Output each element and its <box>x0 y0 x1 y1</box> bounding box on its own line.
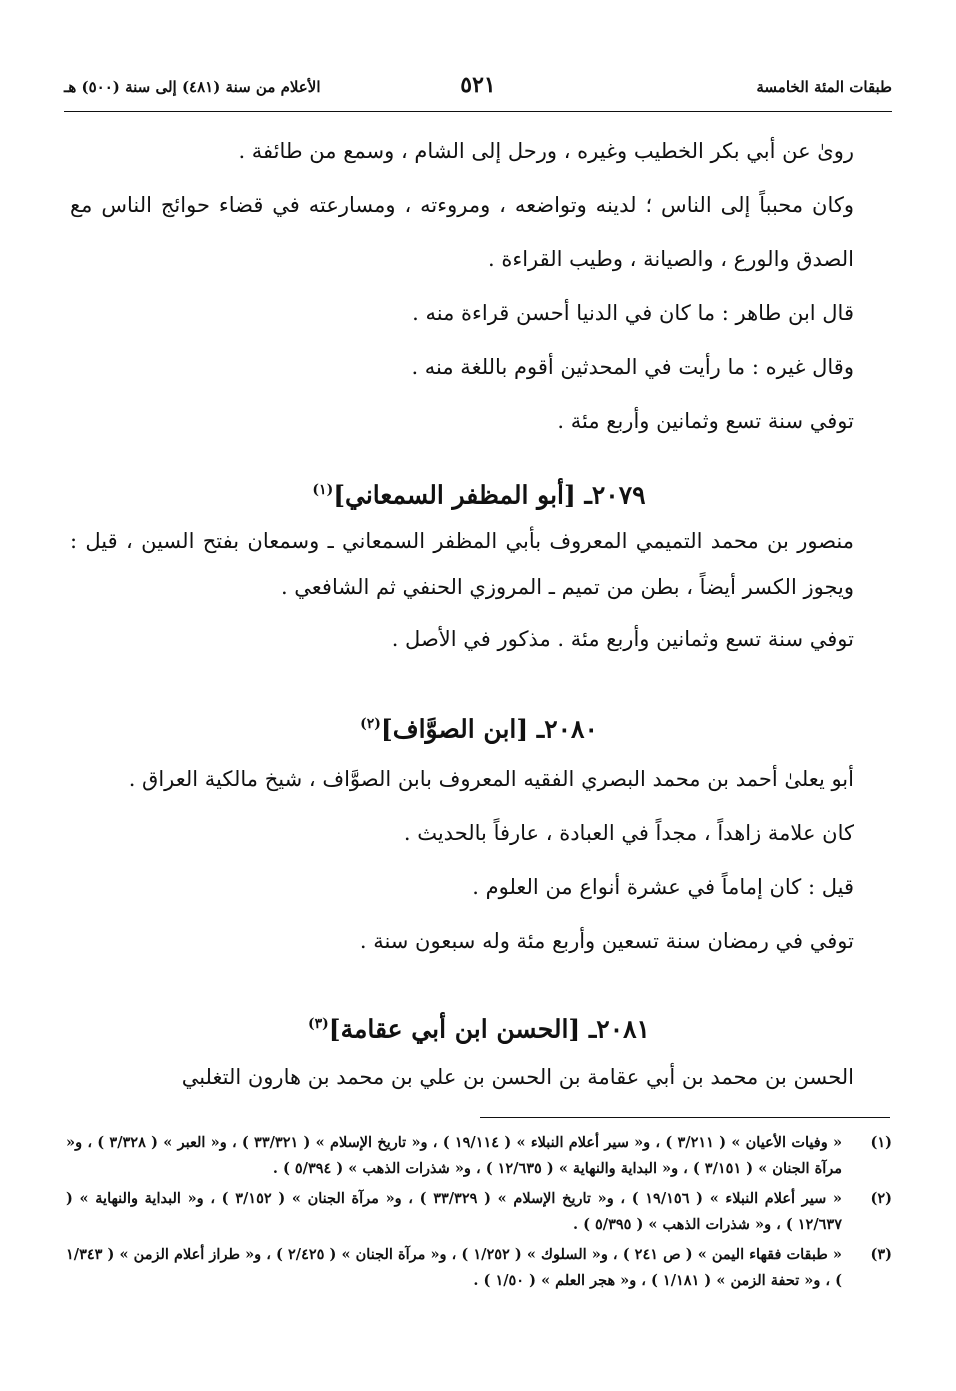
footnote <box>66 1186 892 1238</box>
paragraph: روىٰ عن أبي بكر الخطيب وغيره ، ورحل إلى الشام ، وسمع من طائفة . <box>238 139 854 163</box>
footnote-ref: (٢) <box>360 716 381 732</box>
paragraph: منصور بن محمد التميمي المعروف بأبي المظفر السمعاني ـ وسمعان بفتح السين ، قيل : ويجوز الكسر أيضاً ، بطن من تميم ـ المروزي الحنفي ثم الشافعي . <box>70 529 854 599</box>
paragraph: وكان محبباً إلى الناس ؛ لدينه وتواضعه ، ومروءته ، ومسارعته في قضاء حوائج الناس مع الصدق والورع ، والصيانة ، وطيب القراءة . <box>70 193 854 271</box>
paragraph: أبو يعلىٰ أحمد بن محمد البصري الفقيه المعروف بابن الصوَّاف ، شيخ مالكية العراق . <box>128 767 854 791</box>
footnote <box>66 1242 892 1294</box>
footnote-ref: (٣) <box>308 1016 329 1032</box>
footnotes <box>66 1130 892 1298</box>
paragraph: وقال غيره : ما رأيت في المحدثين أقوم باللغة منه . <box>411 355 854 379</box>
paragraph: كان علامة زاهداً ، مجداً في العبادة ، عارفاً بالحديث . <box>403 821 854 845</box>
paragraph: الحسن بن محمد بن أبي عقامة بن الحسن بن علي بن محمد بن هارون التغلبي <box>181 1065 854 1089</box>
footnote-number: (٢) <box>870 1190 892 1207</box>
paragraph: توفي في رمضان سنة تسعين وأربع مئة وله سبعون سنة . <box>359 929 854 953</box>
paragraph: قيل : كان إماماً في عشرة أنواع من العلوم . <box>472 875 854 899</box>
entry-heading-2080 <box>70 700 888 753</box>
heading-text: ٢٠٨٠ـ [ابن الصوَّاف] <box>380 714 598 744</box>
entry-body-2079 <box>70 518 888 662</box>
entry-body-2080 <box>70 752 888 968</box>
footnote-text: « وفيات الأعيان » ( ٣/٢١١ ) ، و« سير أعلام النبلاء » ( ١٩/١١٤ ) ، و« تاريخ الإسلام » ( ٣٣/٣٢١ ) ، و« العبر » ( ٣/٣٢٨ ) ، و« مرآة الجنان » ( ٣/١٥١ ) ، و« البداية والنهاية » ( ١٢/٦٣٥ ) ، و« شذرات الذهب » ( ٥/٣٩٤ ) . <box>66 1134 843 1177</box>
header-section-title: طبقات المئة الخامسة <box>756 78 892 96</box>
entry-heading-2081 <box>70 1000 888 1053</box>
footnote-text: « طبقات فقهاء اليمن » ( ص ٢٤١ ) ، و« السلوك » ( ١/٢٥٢ ) ، و« مرآة الجنان » ( ٢/٤٢٥ ) ، و« طراز أعلام الزمن » ( ١/٣٤٣ ) ، و« تحفة الزمن » ( ١/١٨١ ) ، و« هجر العلم » ( ١/٥٠ ) . <box>66 1246 842 1289</box>
intro-text <box>70 124 888 448</box>
entry-body-2081 <box>70 1052 888 1102</box>
heading-text: ٢٠٨١ـ [الحسن ابن أبي عقامة] <box>328 1014 650 1044</box>
footnote-ref: (١) <box>312 482 334 498</box>
paragraph: توفي سنة تسع وثمانين وأربع مئة . <box>557 409 854 433</box>
entry-heading-2079 <box>70 466 888 519</box>
footnote <box>66 1130 892 1182</box>
heading-text: ٢٠٧٩ـ [أبو المظفر السمعاني] <box>333 480 646 510</box>
paragraph: قال ابن طاهر : ما كان في الدنيا أحسن قراءة منه . <box>412 301 854 325</box>
footnote-divider <box>480 1117 890 1118</box>
header-range-title: الأعلام من سنة (٤٨١) إلى سنة (٥٠٠) هـ <box>64 78 321 96</box>
footnote-number: (٣) <box>870 1246 892 1263</box>
paragraph: توفي سنة تسع وثمانين وأربع مئة . مذكور في الأصل . <box>391 627 854 651</box>
footnote-text: « سير أعلام النبلاء » ( ١٩/١٥٦ ) ، و« تاريخ الإسلام » ( ٣٣/٣٢٩ ) ، و« مرآة الجنان » ( ٣/١٥٢ ) ، و« البداية والنهاية » ( ١٢/٦٣٧ ) ، و« شذرات الذهب » ( ٥/٣٩٥ ) . <box>66 1190 842 1233</box>
footnote-number: (١) <box>870 1134 892 1151</box>
running-header <box>64 70 892 110</box>
header-divider <box>64 111 892 112</box>
page-number: ٥٢١ <box>460 72 496 98</box>
